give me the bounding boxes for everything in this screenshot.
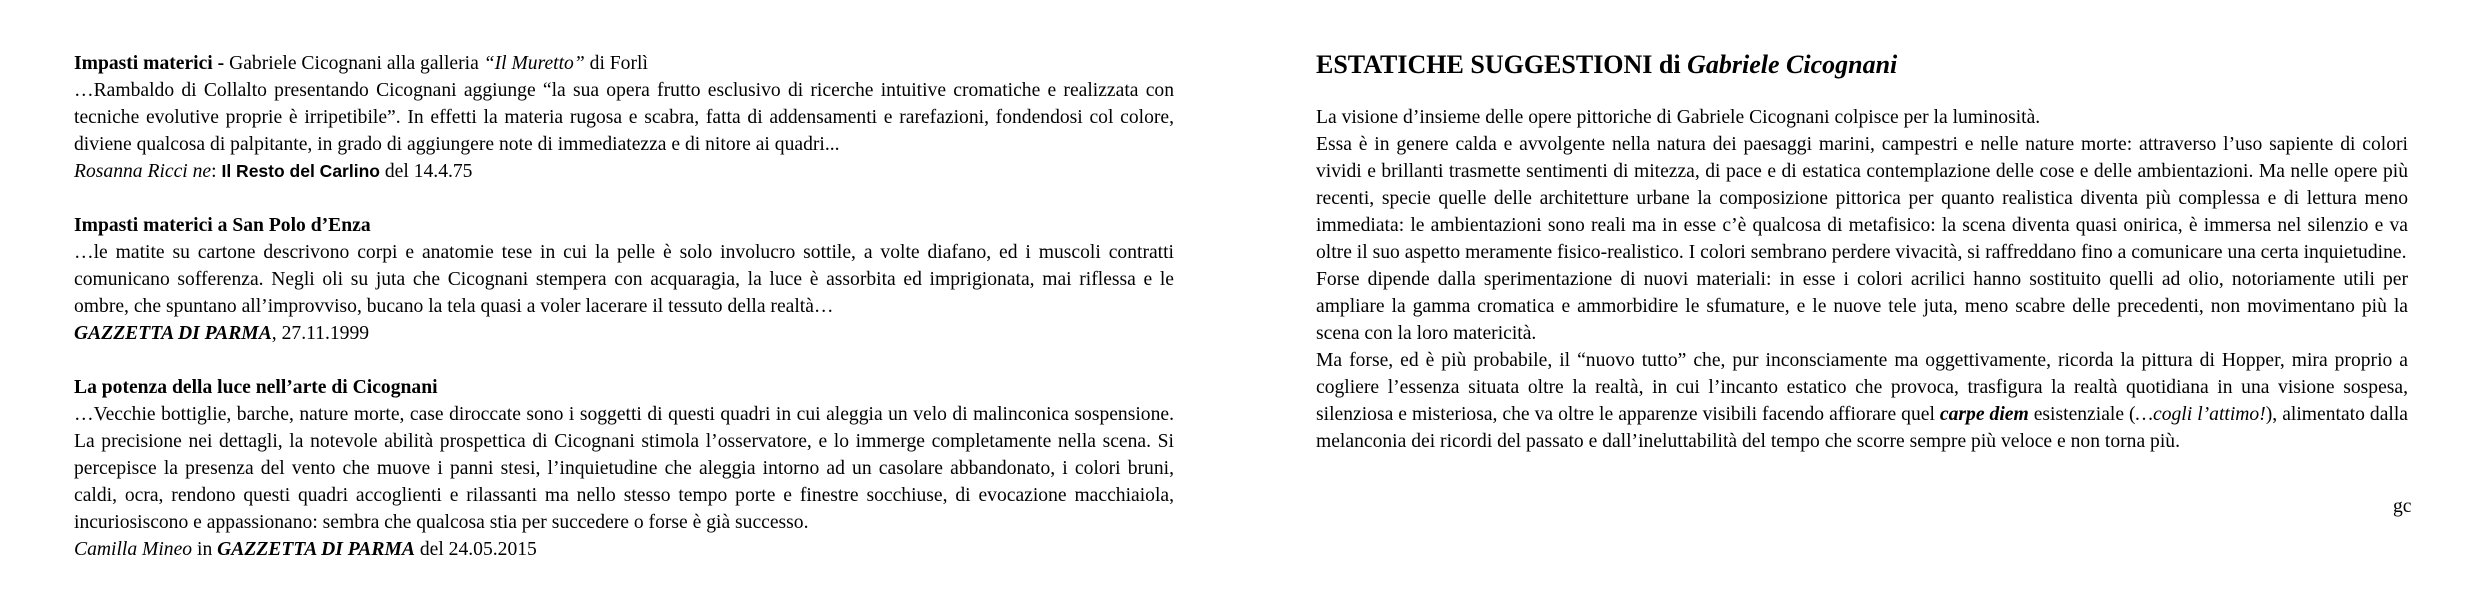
review-block-1 xyxy=(74,50,1174,185)
review-body-2: …le matite su cartone descrivono corpi e anatomie tese in cui la pelle è solo involucro sottile, a volte diafano, ed i muscoli contratti comunicano sofferenza. Negli oli su juta che Cicognani stempera con acquaragia, la luce è assorbita ed imprigionata, mai riflessa e le ombre, che spuntano all’improvviso, bucano la tela quasi a voler lacerare il tessuto della realtà… xyxy=(74,242,1174,317)
source-date: , 27.11.1999 xyxy=(271,323,370,344)
carpe-diem: carpe diem xyxy=(1939,404,2029,425)
article-title xyxy=(1316,48,2408,82)
review-body-3: …Vecchie bottiglie, barche, nature morte, case diroccate sono i soggetti di questi quadri in cui aleggia un velo di malinconica sospensione. La precisione nei dettagli, la notevole abilità prospettica di Cicognani stimola l’osservatore, e lo immerge completamente nella scena. Si percepisce la presenza del vento che muove i panni stesi, l’inquietudine che aleggia intorno ad un casolare abbandonato, i colori bruni, caldi, ocra, rendono questi quadri accoglienti e rilassanti ma nello stesso tempo porte e finestre socchiuse, di evocazione macchiaiola, incuriosiscono e appassionano: sembra che qualcosa stia per succedere o forse è già successo. xyxy=(74,404,1174,533)
title-bold: ESTATICHE SUGGESTIONI di xyxy=(1316,50,1688,79)
source-paper: Il Resto del Carlino xyxy=(221,161,380,181)
review-source-3 xyxy=(74,536,1174,563)
review-block-2 xyxy=(74,212,1174,347)
source-colon: : xyxy=(211,161,222,182)
review-body-1: …Rambaldo di Collalto presentando Cicognani aggiunge “la sua opera frutto esclusivo di ricerche intuitive cromatiche e realizzata con tecniche evolutive proprie è irripetibile”. In effetti la materia rugosa e scabra, fatta di addensamenti e rarefazioni, fondendosi col colore, diviene qualcosa di palpitante, in grado di aggiungere note di immediatezza e di nitore ai quadri... xyxy=(74,80,1174,155)
source-date: del 14.4.75 xyxy=(379,161,473,182)
review-heading-1 xyxy=(74,50,1174,77)
article-paragraph-2: Essa è in genere calda e avvolgente nella natura dei paesaggi marini, campestri e nelle nature morte: attraverso l’uso sapiente di colori vividi e brillanti trasmette sentimenti di mitezza, di pace e di estatica contemplazione delle cose e delle ambientazioni. Ma nelle opere più recenti, specie quelle delle architetture urbane la composizione pittorica per quanto realistica diventa più complessa e di lettura meno immediata: le ambientazioni sono reali ma in esse c’è qualcosa di metafisico: la scena diventa quasi onirica, è immersa nel silenzio e va oltre il suo aspetto meramente fisico-realistico. I colori sembrano perdere vivacità, si raffreddano fino a comunicare una certa inquietudine. xyxy=(1316,134,2408,263)
source-author: Camilla Mineo xyxy=(74,539,193,560)
p4-text-a: Ma forse, ed è più probabile, il “nuovo tutto” che, pur inconsciamente ma oggettivamente, ricorda la pittura di Hopper, mira proprio a cogliere l’essenza situata oltre la realtà, in cui l’incanto estatico che provoca, trasfigura la realtà quotidiana in una visione sospesa, silenziosa e misteriosa, che va oltre le apparenze visibili facendo affiorare quel xyxy=(1316,350,2408,425)
signature: gc xyxy=(2393,496,2412,517)
heading-bold: Impasti materici - xyxy=(74,53,230,74)
review-block-3 xyxy=(74,374,1174,563)
article-paragraph-1: La visione d’insieme delle opere pittoriche di Gabriele Cicognani colpisce per la luminosità. xyxy=(1316,107,2041,128)
review-heading-3: La potenza della luce nell’arte di Cicognani xyxy=(74,377,438,398)
p4-text-b: esistenziale ( xyxy=(2028,404,2136,425)
source-paper: GAZZETTA DI PARMA xyxy=(74,323,272,344)
gallery-name: “Il Muretto” xyxy=(483,53,585,74)
right-column xyxy=(1316,48,2408,455)
review-heading-2: Impasti materici a San Polo d’Enza xyxy=(74,215,371,236)
source-author: Rosanna Ricci ne xyxy=(74,161,212,182)
review-source-2 xyxy=(74,320,1174,347)
source-in: in xyxy=(192,539,218,560)
source-paper: GAZZETTA DI PARMA xyxy=(217,539,415,560)
review-source-1 xyxy=(74,158,1174,185)
source-date: del 24.05.2015 xyxy=(414,539,537,560)
title-artist: Gabriele Cicognani xyxy=(1687,50,1898,79)
p4-text-c: ), alimentato dalla melanconia dei ricordi del passato e dall’ineluttabilità del tempo che scorre sempre più veloce e non torna più. xyxy=(1316,404,2408,452)
heading-text: Gabriele Cicognani alla galleria xyxy=(229,53,484,74)
heading-tail: di Forlì xyxy=(584,53,648,74)
article-paragraph-3: Forse dipende dalla sperimentazione di nuovi materiali: in esse i colori acrilici hanno sostituito quelli ad olio, notoriamente utili per ampliare la gamma cromatica e ammorbidire le sfumature, e le nuove tele juta, meno scabre delle precedenti, non movimentano più la scena con la loro matericità. xyxy=(1316,269,2408,344)
article-paragraph-4 xyxy=(1316,347,2408,455)
left-column xyxy=(74,50,1174,590)
cogli-lattimo: …cogli l’attimo! xyxy=(2135,404,2266,425)
